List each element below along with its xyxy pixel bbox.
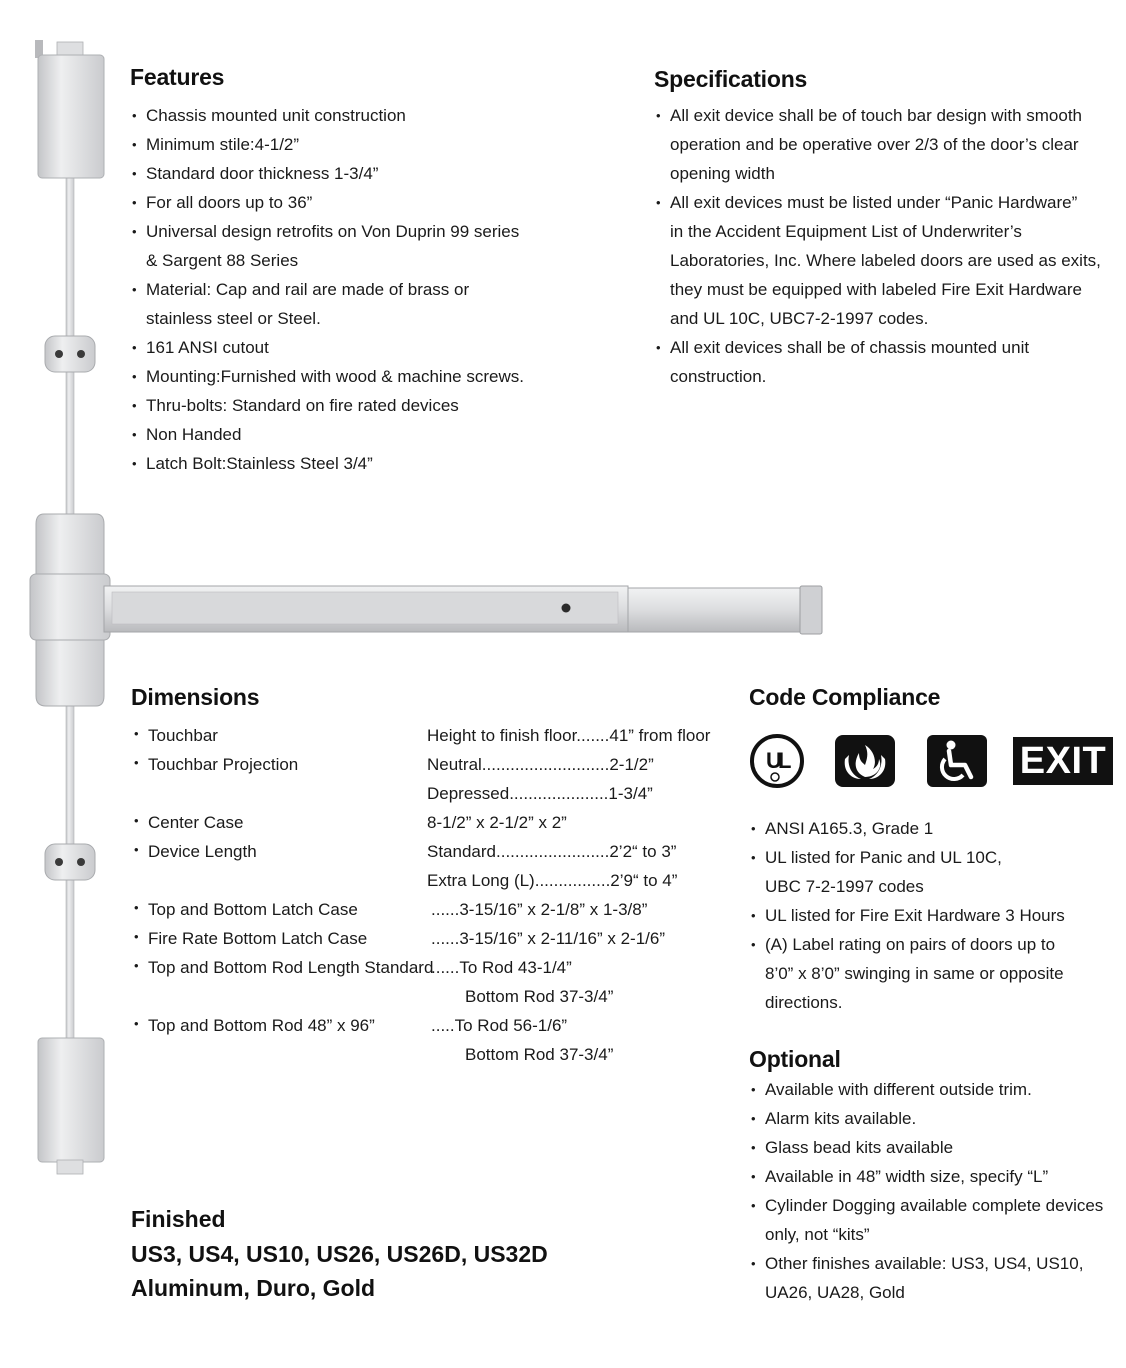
specification-item: • All exit device shall be of touch bar design with smooth bbox=[654, 101, 1101, 130]
code-compliance-item: • ANSI A165.3, Grade 1 bbox=[749, 814, 1065, 843]
dimension-value: Bottom Rod 37-3/4” bbox=[465, 987, 614, 1006]
dimension-value: .....To Rod 56-1/6” bbox=[431, 1016, 568, 1035]
specification-item: in the Accident Equipment List of Underwriter’s bbox=[670, 222, 1022, 241]
dimension-label: • Top and Bottom Rod 48” x 96” bbox=[132, 1016, 375, 1036]
rod-guide-upper bbox=[45, 336, 95, 372]
optional-item: • Available in 48” width size, specify “L” bbox=[749, 1162, 1103, 1191]
finished-codes: US3, US4, US10, US26, US26D, US32D bbox=[131, 1241, 548, 1267]
specification-item: opening width bbox=[670, 164, 775, 183]
dimension-value: Standard........................2’2“ to 3” bbox=[427, 842, 677, 861]
feature-item: • Mounting:Furnished with wood & machine screws. bbox=[130, 362, 524, 391]
optional-item: • Glass bead kits available bbox=[749, 1133, 1103, 1162]
code-compliance-item: directions. bbox=[765, 993, 843, 1012]
finished-materials: Aluminum, Duro, Gold bbox=[131, 1275, 376, 1301]
specification-item: • All exit devices shall be of chassis mounted unit bbox=[654, 333, 1101, 362]
dimension-value: Depressed.....................1-3/4” bbox=[427, 784, 653, 803]
code-compliance-item: • UL listed for Panic and UL 10C, bbox=[749, 843, 1065, 872]
dimension-label: • Center Case bbox=[132, 813, 243, 833]
features-heading: Features bbox=[130, 64, 225, 90]
dimension-label: • Touchbar bbox=[132, 726, 218, 746]
touch-bar bbox=[104, 586, 822, 634]
top-latch-case bbox=[35, 40, 104, 178]
fire-rated-icon bbox=[833, 733, 897, 789]
svg-text:L: L bbox=[778, 748, 792, 773]
feature-item: • Chassis mounted unit construction bbox=[130, 101, 524, 130]
dimension-label: • Top and Bottom Latch Case bbox=[132, 900, 358, 920]
feature-item: & Sargent 88 Series bbox=[146, 251, 299, 270]
code-compliance-item: UBC 7-2-1997 codes bbox=[765, 877, 924, 896]
specifications-list bbox=[654, 101, 1101, 391]
specification-item: • All exit devices must be listed under “Panic Hardware” bbox=[654, 188, 1101, 217]
specification-item: operation and be operative over 2/3 of the door’s clear bbox=[670, 135, 1079, 154]
feature-item: • Thru-bolts: Standard on fire rated devices bbox=[130, 391, 524, 420]
feature-item: • Standard door thickness 1-3/4” bbox=[130, 159, 524, 188]
optional-item: • Other finishes available: US3, US4, US10, bbox=[749, 1249, 1103, 1278]
dimension-label: • Fire Rate Bottom Latch Case bbox=[132, 929, 367, 949]
features-list bbox=[130, 101, 524, 478]
specification-item: they must be equipped with labeled Fire Exit Hardware bbox=[670, 280, 1082, 299]
dimension-value: Neutral...........................2-1/2” bbox=[427, 755, 654, 774]
ul-listed-icon bbox=[749, 733, 805, 789]
code-compliance-item: • (A) Label rating on pairs of doors up to bbox=[749, 930, 1065, 959]
dimension-value: Height to finish floor.......41” from floor bbox=[427, 726, 711, 745]
dimension-value: 8-1/2” x 2-1/2” x 2” bbox=[427, 813, 567, 832]
feature-item: • Universal design retrofits on Von Duprin 99 series bbox=[130, 217, 524, 246]
feature-item: • For all doors up to 36” bbox=[130, 188, 524, 217]
dimension-label: • Top and Bottom Rod Length Standard bbox=[132, 958, 433, 978]
feature-item: • Non Handed bbox=[130, 420, 524, 449]
code-compliance-list bbox=[749, 814, 1065, 1017]
dimension-label: • Device Length bbox=[132, 842, 257, 862]
specification-item: construction. bbox=[670, 367, 767, 386]
feature-item: • Latch Bolt:Stainless Steel 3/4” bbox=[130, 449, 524, 478]
bottom-latch-case bbox=[38, 1038, 104, 1174]
finished-heading: Finished bbox=[131, 1206, 226, 1232]
center-case bbox=[30, 514, 110, 706]
feature-item: stainless steel or Steel. bbox=[146, 309, 321, 328]
exit-sign-icon: EXIT bbox=[1013, 737, 1113, 785]
optional-item: • Available with different outside trim. bbox=[749, 1075, 1103, 1104]
code-compliance-item: • UL listed for Fire Exit Hardware 3 Hours bbox=[749, 901, 1065, 930]
optional-item: • Cylinder Dogging available complete devices bbox=[749, 1191, 1103, 1220]
rod-guide-lower bbox=[45, 844, 95, 880]
dimension-value: ......To Rod 43-1/4” bbox=[431, 958, 572, 977]
dimension-value: Extra Long (L)................2’9“ to 4” bbox=[427, 871, 678, 890]
dimension-value: ......3-15/16” x 2-1/8” x 1-3/8” bbox=[431, 900, 648, 919]
feature-item: • Material: Cap and rail are made of brass or bbox=[130, 275, 524, 304]
dimension-value: Bottom Rod 37-3/4” bbox=[465, 1045, 614, 1064]
specification-item: Laboratories, Inc. Where labeled doors are used as exits, bbox=[670, 251, 1101, 270]
dimension-label: • Touchbar Projection bbox=[132, 755, 298, 775]
specification-item: and UL 10C, UBC7-2-1997 codes. bbox=[670, 309, 929, 328]
optional-heading: Optional bbox=[749, 1046, 841, 1072]
wheelchair-accessible-icon bbox=[925, 733, 989, 789]
feature-item: • Minimum stile:4-1/2” bbox=[130, 130, 524, 159]
optional-list bbox=[749, 1075, 1103, 1307]
dimensions-heading: Dimensions bbox=[131, 684, 260, 710]
dimension-value: ......3-15/16” x 2-11/16” x 2-1/6” bbox=[431, 929, 666, 948]
code-compliance-heading: Code Compliance bbox=[749, 684, 941, 710]
optional-item: • Alarm kits available. bbox=[749, 1104, 1103, 1133]
specifications-heading: Specifications bbox=[654, 66, 808, 92]
feature-item: • 161 ANSI cutout bbox=[130, 333, 524, 362]
optional-item: only, not “kits” bbox=[765, 1225, 870, 1244]
svg-text:U: U bbox=[766, 748, 782, 773]
code-compliance-item: 8’0” x 8’0” swinging in same or opposite bbox=[765, 964, 1064, 983]
optional-item: UA26, UA28, Gold bbox=[765, 1283, 905, 1302]
